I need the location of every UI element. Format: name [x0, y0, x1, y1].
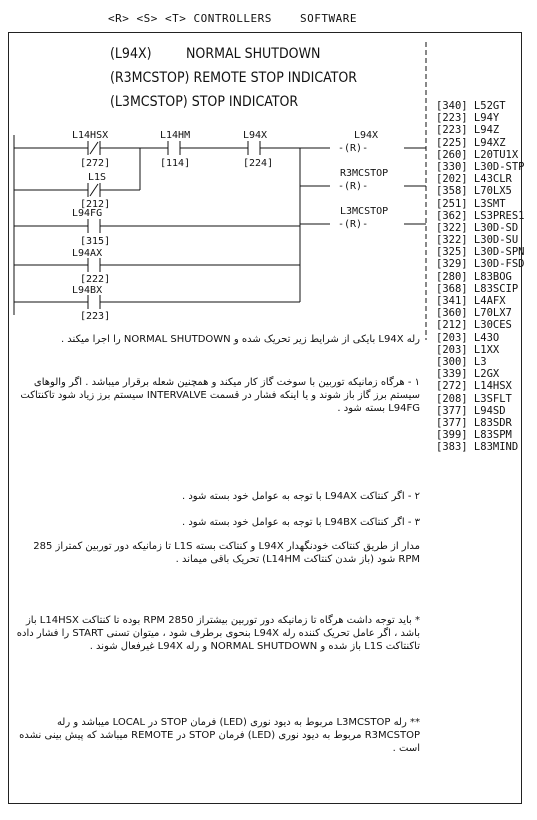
cross-ref-item: [202] L43CLR	[436, 173, 512, 186]
note-paragraph: * بايد توجه داشت هرگاه تا زمانيکه دور توربين بيشتراز 2850 RPM بوده تا کنتاکت L14HSX باز باشد ، اگر عامل تحريک کننده رله L94X بنحوى برطرف شود ، ميتوان تسنى START را فشار داده تاکنتاکت L1S باز شده و NORMAL SHUTDOWN و رله L94X غيرفعال شوند .	[16, 615, 420, 652]
cross-ref-item: [383] L83MIND	[436, 441, 519, 454]
coil-label: L3MCSTOP	[340, 206, 389, 217]
cross-ref-item: [399] L83SPM	[436, 429, 512, 442]
cross-ref-item: [212] L30CES	[436, 319, 512, 332]
contact-label: L94BX	[72, 285, 103, 296]
cross-ref-item: [260] L20TU1X	[436, 148, 519, 161]
cross-ref-item: [330] L30D-STP	[436, 160, 525, 173]
cross-ref-item: [203] L43O	[436, 331, 500, 344]
cross-ref-item: [223] L94Z	[436, 124, 500, 137]
controller-tags: <R> <S> <T> CONTROLLERS	[108, 12, 272, 25]
title-text: REMOTE STOP INDICATOR	[193, 70, 358, 86]
cross-ref-item: [280] L83BOG	[436, 270, 512, 283]
coil-label: L94X	[354, 130, 379, 141]
contact-ref: [224]	[243, 158, 274, 169]
cross-ref-item: [368] L83SCIP	[436, 282, 519, 295]
contact-ref: [222]	[80, 274, 111, 285]
coil-label: R3MCSTOP	[340, 168, 389, 179]
section-name: SOFTWARE	[300, 12, 357, 25]
contact-ref: [212]	[80, 199, 111, 210]
cross-ref-item: [208] L3SFLT	[436, 392, 512, 405]
contact-label: L1S	[88, 172, 107, 183]
condition-1: ١ - هرگاه زمانيکه توربين با سوخت گاز کار ميکند و همچنين شعله برقرار ميباشد . اگر والوهاى سيستم برز گاز باز شوند و يا اينکه فشار در قسمت INTERVALVE سيستم برز زياد شود تاکنتاکت L94FG بسته شود .	[20, 377, 420, 414]
cross-ref-item: [203] L1XX	[436, 343, 500, 356]
condition-2: ٢ - اگر کنتاکت L94AX با توجه به عوامل خود بسته شود .	[182, 491, 420, 502]
cross-ref-item: [377] L94SD	[436, 404, 506, 417]
cross-ref-item: [341] L4AFX	[436, 295, 506, 307]
cross-ref-item: [339] L2GX	[436, 368, 500, 381]
coil-symbol: -(R)-	[338, 181, 369, 192]
cross-ref-item: [325] L30D-SPN	[436, 246, 525, 259]
cross-ref-item: [362] LS3PRES1	[436, 209, 525, 222]
contact-ref: [315]	[80, 236, 111, 247]
contact-label: L14HSX	[72, 130, 109, 141]
intro-paragraph: رله L94X بايكى از شرايط زير تحريک شده و NORMAL SHUTDOWN را اجرا ميکند .	[60, 334, 420, 345]
contact-ref: [272]	[80, 158, 111, 169]
led-paragraph: ** رله L3MCSTOP مربوط به ديود نورى (LED) فرمان STOP در LOCAL ميباشد و رله R3MCSTOP مربوط به ديود نورى (LED) فرمان STOP در REMOTE ميباشد که پيش بينى نشده است .	[19, 717, 420, 754]
cross-ref-item: [340] L52GT	[436, 100, 506, 112]
cross-ref-item: [223] L94Y	[436, 112, 500, 125]
title-tag: (R3MCSTOP)	[110, 70, 190, 86]
cross-ref-item: [377] L83SDR	[436, 416, 512, 429]
title-text: NORMAL SHUTDOWN	[186, 46, 321, 62]
cross-ref-item: [329] L30D-FSD	[436, 258, 525, 271]
title-tag: (L3MCSTOP)	[110, 94, 188, 110]
cross-ref-item: [272] L14HSX	[436, 380, 512, 393]
cross-ref-item: [322] L30D-SU	[436, 234, 519, 247]
coil-symbol: -(R)-	[338, 143, 369, 154]
cross-ref-item: [360] L70LX7	[436, 307, 512, 320]
cross-ref-item: [358] L70LX5	[436, 185, 512, 198]
contact-label: L14HM	[160, 130, 191, 141]
contact-label: L94FG	[72, 208, 103, 219]
title-text: STOP INDICATOR	[191, 94, 299, 110]
contact-label: L94AX	[72, 248, 103, 259]
contact-label: L94X	[243, 130, 268, 141]
contact-ref: [114]	[160, 158, 191, 169]
title-tag: (L94X)	[110, 46, 152, 62]
condition-3: ٣ - اگر کنتاکت L94BX با توجه به عوامل خود بسته شود .	[181, 517, 420, 528]
cross-ref-item: [300] L3	[436, 355, 487, 368]
cross-ref-item: [251] L3SMT	[436, 197, 506, 210]
coil-symbol: -(R)-	[338, 219, 369, 230]
cross-ref-item: [225] L94XZ	[436, 136, 506, 149]
cross-reference-list	[436, 100, 525, 453]
contact-ref: [223]	[80, 311, 111, 322]
cross-ref-item: [322] L30D-SD	[436, 221, 519, 234]
latch-paragraph: مدار از طريق کنتاکت خودنگهدار L94X و کنتاکت بسته L1S تا زمانيکه دور توربين کمتراز 285 RPM شود (باز شدن کنتاکت L14HM) تحريک باقى ميماند .	[33, 541, 420, 565]
